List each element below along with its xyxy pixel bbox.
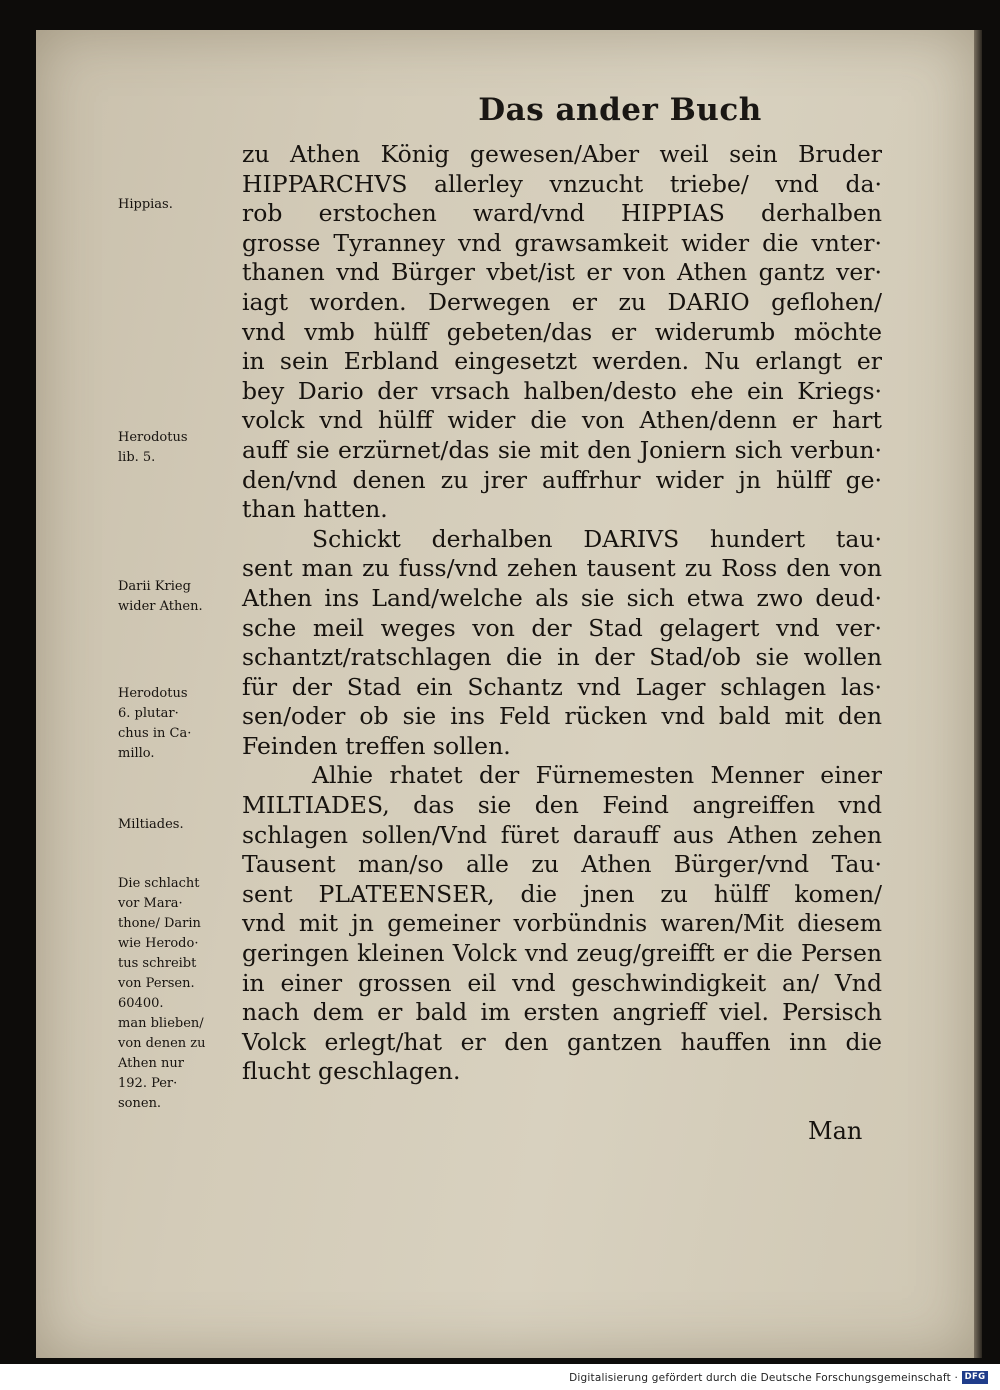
text-line: in sein Erbland eingesetzt werden. Nu erlangt er xyxy=(242,347,882,376)
text-line: Athen ins Land/welche als sie sich etwa zwo deud· xyxy=(242,583,882,612)
marginal-line: Darii Krieg xyxy=(118,579,191,594)
text-line: vnd mit jn gemeiner vorbündnis waren/Mit diesem xyxy=(242,909,882,938)
marginal-line: wie Herodo· xyxy=(118,936,199,951)
text-line: in einer grossen eil vnd geschwindigkeit an/ Vnd xyxy=(242,968,882,997)
text-line: Tausent man/so alle zu Athen Bürger/vnd Tau· xyxy=(242,850,882,879)
marginal-line: Hippias. xyxy=(118,197,173,212)
marginal-line: lib. 5. xyxy=(118,450,156,465)
marginal-line: sonen. xyxy=(118,1096,162,1111)
running-header: Das ander Buch xyxy=(478,92,762,128)
text-line: schlagen sollen/Vnd füret darauff aus Athen zehen xyxy=(242,820,882,849)
marginal-line: Herodotus xyxy=(118,686,188,701)
text-line: schantzt/ratschlagen die in der Stad/ob sie wollen xyxy=(242,643,882,672)
marginal-line: tus schreibt xyxy=(118,956,197,971)
marginal-line: 60400. xyxy=(118,996,164,1011)
text-line: sen/oder ob sie ins Feld rücken vnd bald mit den xyxy=(242,702,882,731)
text-line: thanen vnd Bürger vbet/ist er von Athen gantz ver· xyxy=(242,258,882,287)
text-line: than hatten. xyxy=(242,495,388,524)
marginal-note-darii-krieg xyxy=(118,577,268,617)
marginal-line: man blieben/ xyxy=(118,1016,204,1031)
marginal-line: millo. xyxy=(118,746,155,761)
text-line: nach dem er bald im ersten angrieff viel. Persisch xyxy=(242,998,882,1027)
text-line: zu Athen König gewesen/Aber weil sein Bruder xyxy=(242,140,882,168)
marginal-line: wider Athen. xyxy=(118,599,203,614)
text-line: HIPPARCHVS allerley vnzucht triebe/ vnd da· xyxy=(242,169,882,198)
text-line: Schickt derhalben DARIVS hundert tau· xyxy=(312,524,882,553)
marginal-line: Die schlacht xyxy=(118,876,200,891)
marginal-line: Athen nur xyxy=(118,1056,184,1071)
marginal-line: Miltiades. xyxy=(118,817,184,832)
text-line: für der Stad ein Schantz vnd Lager schlagen las· xyxy=(242,672,882,701)
text-line: vnd vmb hülff gebeten/das er widerumb möchte xyxy=(242,317,882,346)
marginal-note-schlacht-marathon xyxy=(118,874,268,1114)
text-line: auff sie erzürnet/das sie mit den Joniern sich verbun· xyxy=(242,435,882,464)
marginal-line: 6. plutar· xyxy=(118,706,179,721)
body-text xyxy=(242,140,882,1087)
marginal-note-hippias xyxy=(118,195,268,215)
text-line: MILTIADES, das sie den Feind angreiffen vnd xyxy=(242,791,882,820)
text-line: den/vnd denen zu jrer auffrhur wider jn hülff ge· xyxy=(242,465,882,494)
marginal-line: von Persen. xyxy=(118,976,195,991)
text-line: Feinden treffen sollen. xyxy=(242,731,511,760)
text-line: sche meil weges von der Stad gelagert vnd ver· xyxy=(242,613,882,642)
marginal-note-herodotus-6 xyxy=(118,684,268,764)
dfg-logo: DFG xyxy=(962,1371,988,1384)
marginal-line: von denen zu xyxy=(118,1036,206,1051)
marginal-line: thone/ Darin xyxy=(118,916,201,931)
marginal-note-herodotus-5 xyxy=(118,428,268,468)
text-line: sent man zu fuss/vnd zehen tausent zu Ross den von xyxy=(242,554,882,583)
text-line: rob erstochen ward/vnd HIPPIAS derhalben xyxy=(242,199,882,228)
marginal-line: chus in Ca· xyxy=(118,726,192,741)
text-line: Volck erlegt/hat er den gantzen hauffen inn die xyxy=(242,1027,882,1056)
text-line: bey Dario der vrsach halben/desto ehe ein Kriegs· xyxy=(242,376,882,405)
text-line: iagt worden. Derwegen er zu DARIO geflohen/ xyxy=(242,287,882,316)
text-line: sent PLATEENSER, die jnen zu hülff komen/ xyxy=(242,879,882,908)
marginal-note-miltiades xyxy=(118,815,268,835)
text-line: Alhie rhatet der Fürnemesten Menner einer xyxy=(312,761,882,790)
catchword: Man xyxy=(808,1117,863,1145)
text-line: volck vnd hülff wider die von Athen/denn er hart xyxy=(242,406,882,435)
text-line: geringen kleinen Volck vnd zeug/greifft er die Persen xyxy=(242,939,882,968)
marginal-line: vor Mara· xyxy=(118,896,183,911)
page-edge xyxy=(974,30,982,1358)
marginal-line: 192. Per· xyxy=(118,1076,178,1091)
footer-credit: Digitalisierung gefördert durch die Deutsche Forschungsgemeinschaft · xyxy=(569,1372,958,1384)
text-line: flucht geschlagen. xyxy=(242,1057,461,1086)
text-line: grosse Tyranney vnd grawsamkeit wider die vnter· xyxy=(242,228,882,257)
marginal-line: Herodotus xyxy=(118,430,188,445)
